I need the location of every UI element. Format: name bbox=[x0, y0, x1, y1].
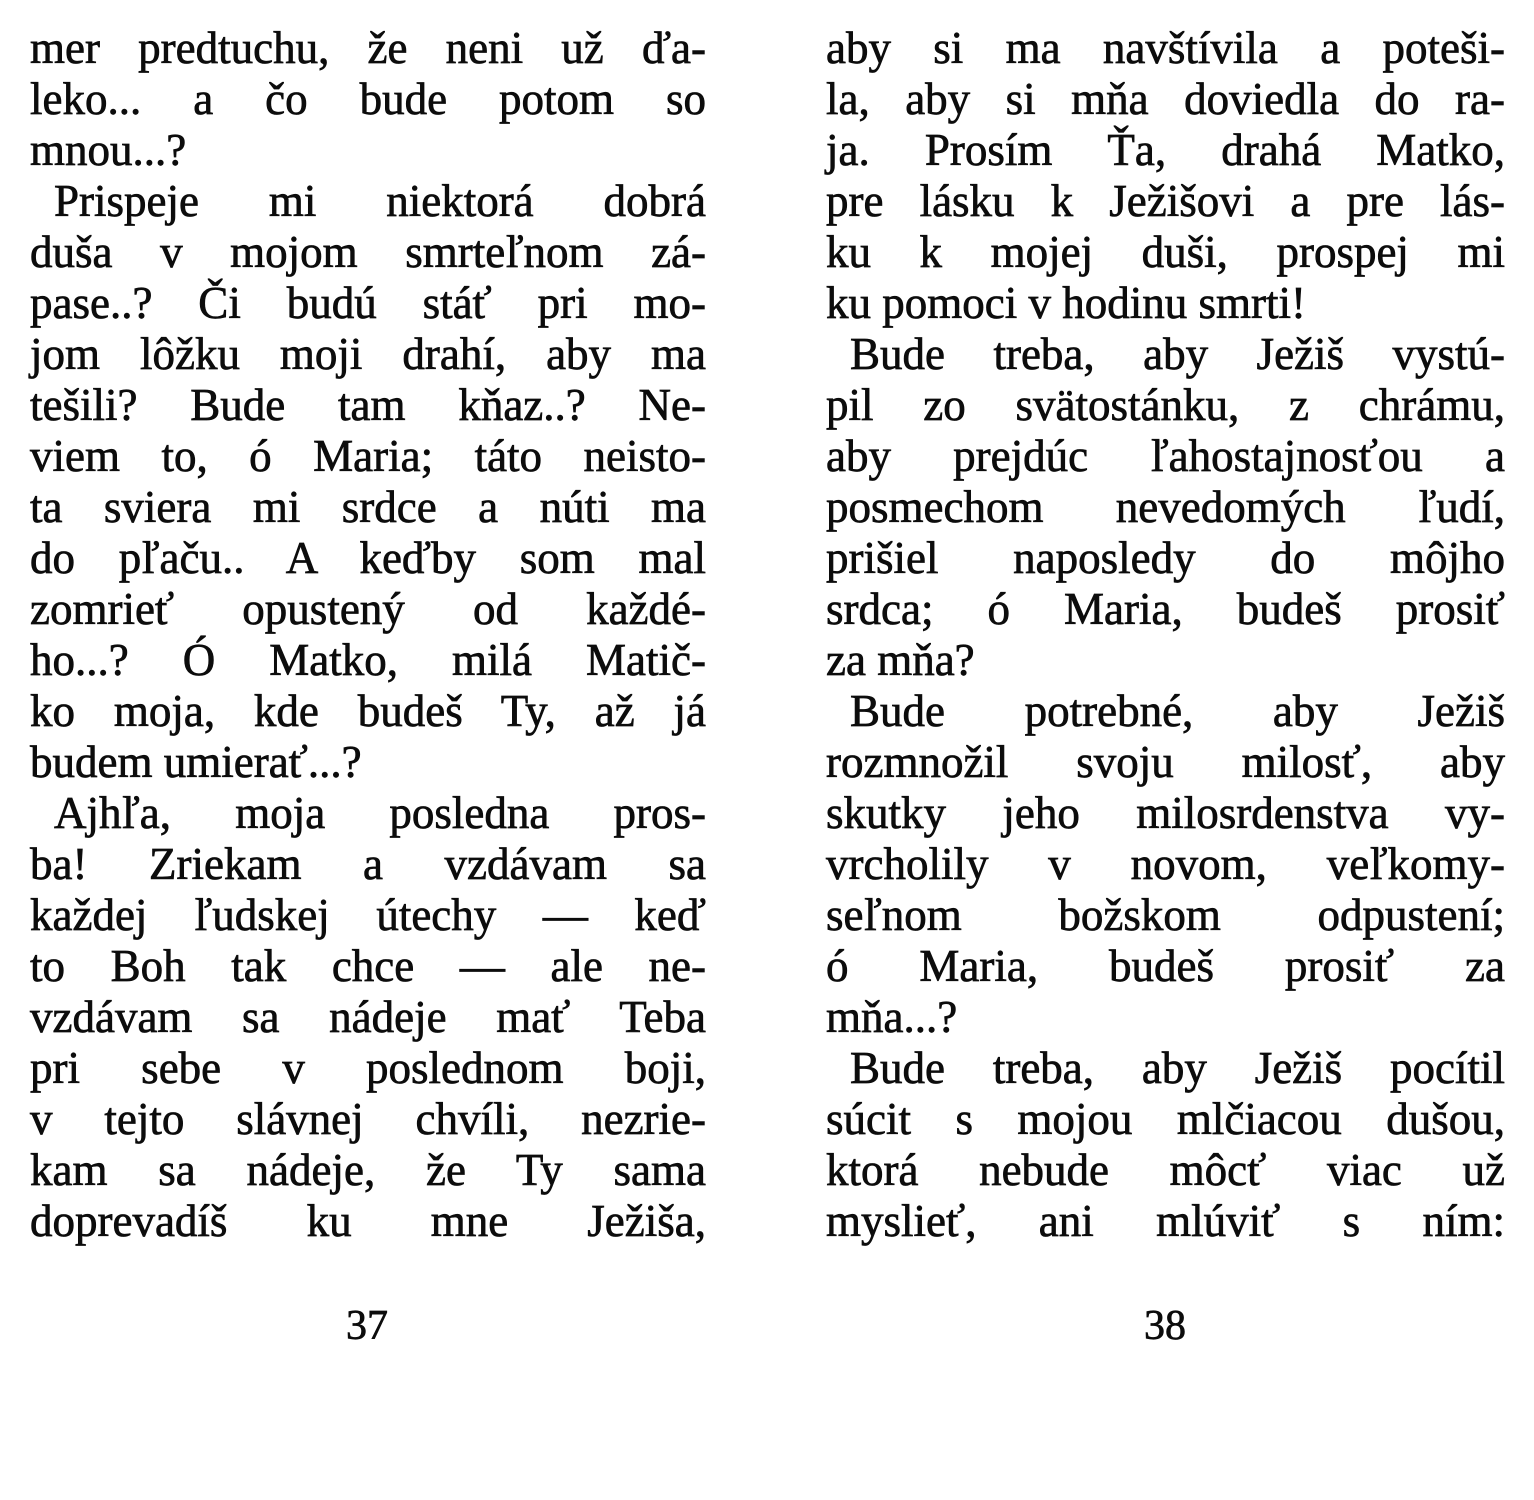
text-line: do pľaču.. A keďby som mal bbox=[30, 533, 706, 583]
text-line: pri sebe v poslednom boji, bbox=[30, 1043, 706, 1093]
page-right bbox=[767, 0, 1534, 1500]
text-line: ko moja, kde budeš Ty, až já bbox=[30, 686, 706, 736]
text-line: leko... a čo bude potom so bbox=[30, 74, 706, 124]
text-line: za mňa? bbox=[826, 635, 975, 685]
text-line: ku k mojej duši, prospej mi bbox=[826, 227, 1505, 277]
text-line: rozmnožil svoju milosť, aby bbox=[826, 737, 1505, 787]
text-line: to Boh tak chce — ale ne- bbox=[30, 941, 706, 991]
text-line: ktorá nebude môcť viac už bbox=[826, 1145, 1505, 1195]
text-line: skutky jeho milosrdenstva vy- bbox=[826, 788, 1505, 838]
text-line: ta sviera mi srdce a núti ma bbox=[30, 482, 706, 532]
text-line: myslieť, ani mlúviť s ním: bbox=[826, 1196, 1505, 1246]
text-line: Ajhľa, moja posledna pros- bbox=[54, 788, 706, 838]
text-line: Bude treba, aby Ježiš vystú- bbox=[850, 329, 1505, 379]
text-line: aby prejdúc ľahostajnosťou a bbox=[826, 431, 1505, 481]
text-line: ku pomoci v hodinu smrti! bbox=[826, 278, 1306, 328]
text-line: ho...? Ó Matko, milá Matič- bbox=[30, 635, 706, 685]
text-line: zomrieť opustený od každé- bbox=[30, 584, 706, 634]
text-line: duša v mojom smrteľnom zá- bbox=[30, 227, 706, 277]
text-line: ó Maria, budeš prosiť za bbox=[826, 941, 1505, 991]
text-line: srdca; ó Maria, budeš prosiť bbox=[826, 584, 1505, 634]
text-line: mer predtuchu, že neni už ďa- bbox=[30, 23, 706, 73]
text-line: la, aby si mňa doviedla do ra- bbox=[826, 74, 1505, 124]
text-line: viem to, ó Maria; táto neisto- bbox=[30, 431, 706, 481]
text-line: mnou...? bbox=[30, 125, 187, 175]
text-line: v tejto slávnej chvíli, nezrie- bbox=[30, 1094, 706, 1144]
text-line: mňa...? bbox=[826, 992, 958, 1042]
text-line: kam sa nádeje, že Ty sama bbox=[30, 1145, 706, 1195]
page-number: 38 bbox=[1144, 1303, 1186, 1349]
text-column bbox=[30, 23, 706, 1247]
text-line: ba! Zriekam a vzdávam sa bbox=[30, 839, 706, 889]
text-line: pase..? Či budú stáť pri mo- bbox=[30, 278, 706, 328]
text-line: Prispeje mi niektorá dobrá bbox=[54, 176, 706, 226]
text-line: aby si ma navštívila a poteši- bbox=[826, 23, 1505, 73]
page-number: 37 bbox=[346, 1303, 388, 1349]
text-line: tešili? Bude tam kňaz..? Ne- bbox=[30, 380, 706, 430]
text-line: ja. Prosím Ťa, drahá Matko, bbox=[826, 125, 1505, 175]
text-line: vrcholily v novom, veľkomy- bbox=[826, 839, 1505, 889]
text-line: seľnom božskom odpustení; bbox=[826, 890, 1505, 940]
text-line: každej ľudskej útechy — keď bbox=[30, 890, 706, 940]
text-line: doprevadíš ku mne Ježiša, bbox=[30, 1196, 706, 1246]
text-line: posmechom nevedomých ľudí, bbox=[826, 482, 1505, 532]
text-column bbox=[826, 23, 1505, 1247]
text-line: súcit s mojou mlčiacou dušou, bbox=[826, 1094, 1505, 1144]
text-line: pil zo svätostánku, z chrámu, bbox=[826, 380, 1505, 430]
text-line: budem umierať...? bbox=[30, 737, 362, 787]
text-line: Bude treba, aby Ježiš pocítil bbox=[850, 1043, 1505, 1093]
text-line: prišiel naposledy do môjho bbox=[826, 533, 1505, 583]
text-line: Bude potrebné, aby Ježiš bbox=[850, 686, 1505, 736]
text-line: pre lásku k Ježišovi a pre lás- bbox=[826, 176, 1505, 226]
text-line: vzdávam sa nádeje mať Teba bbox=[30, 992, 706, 1042]
text-line: jom lôžku moji drahí, aby ma bbox=[30, 329, 706, 379]
